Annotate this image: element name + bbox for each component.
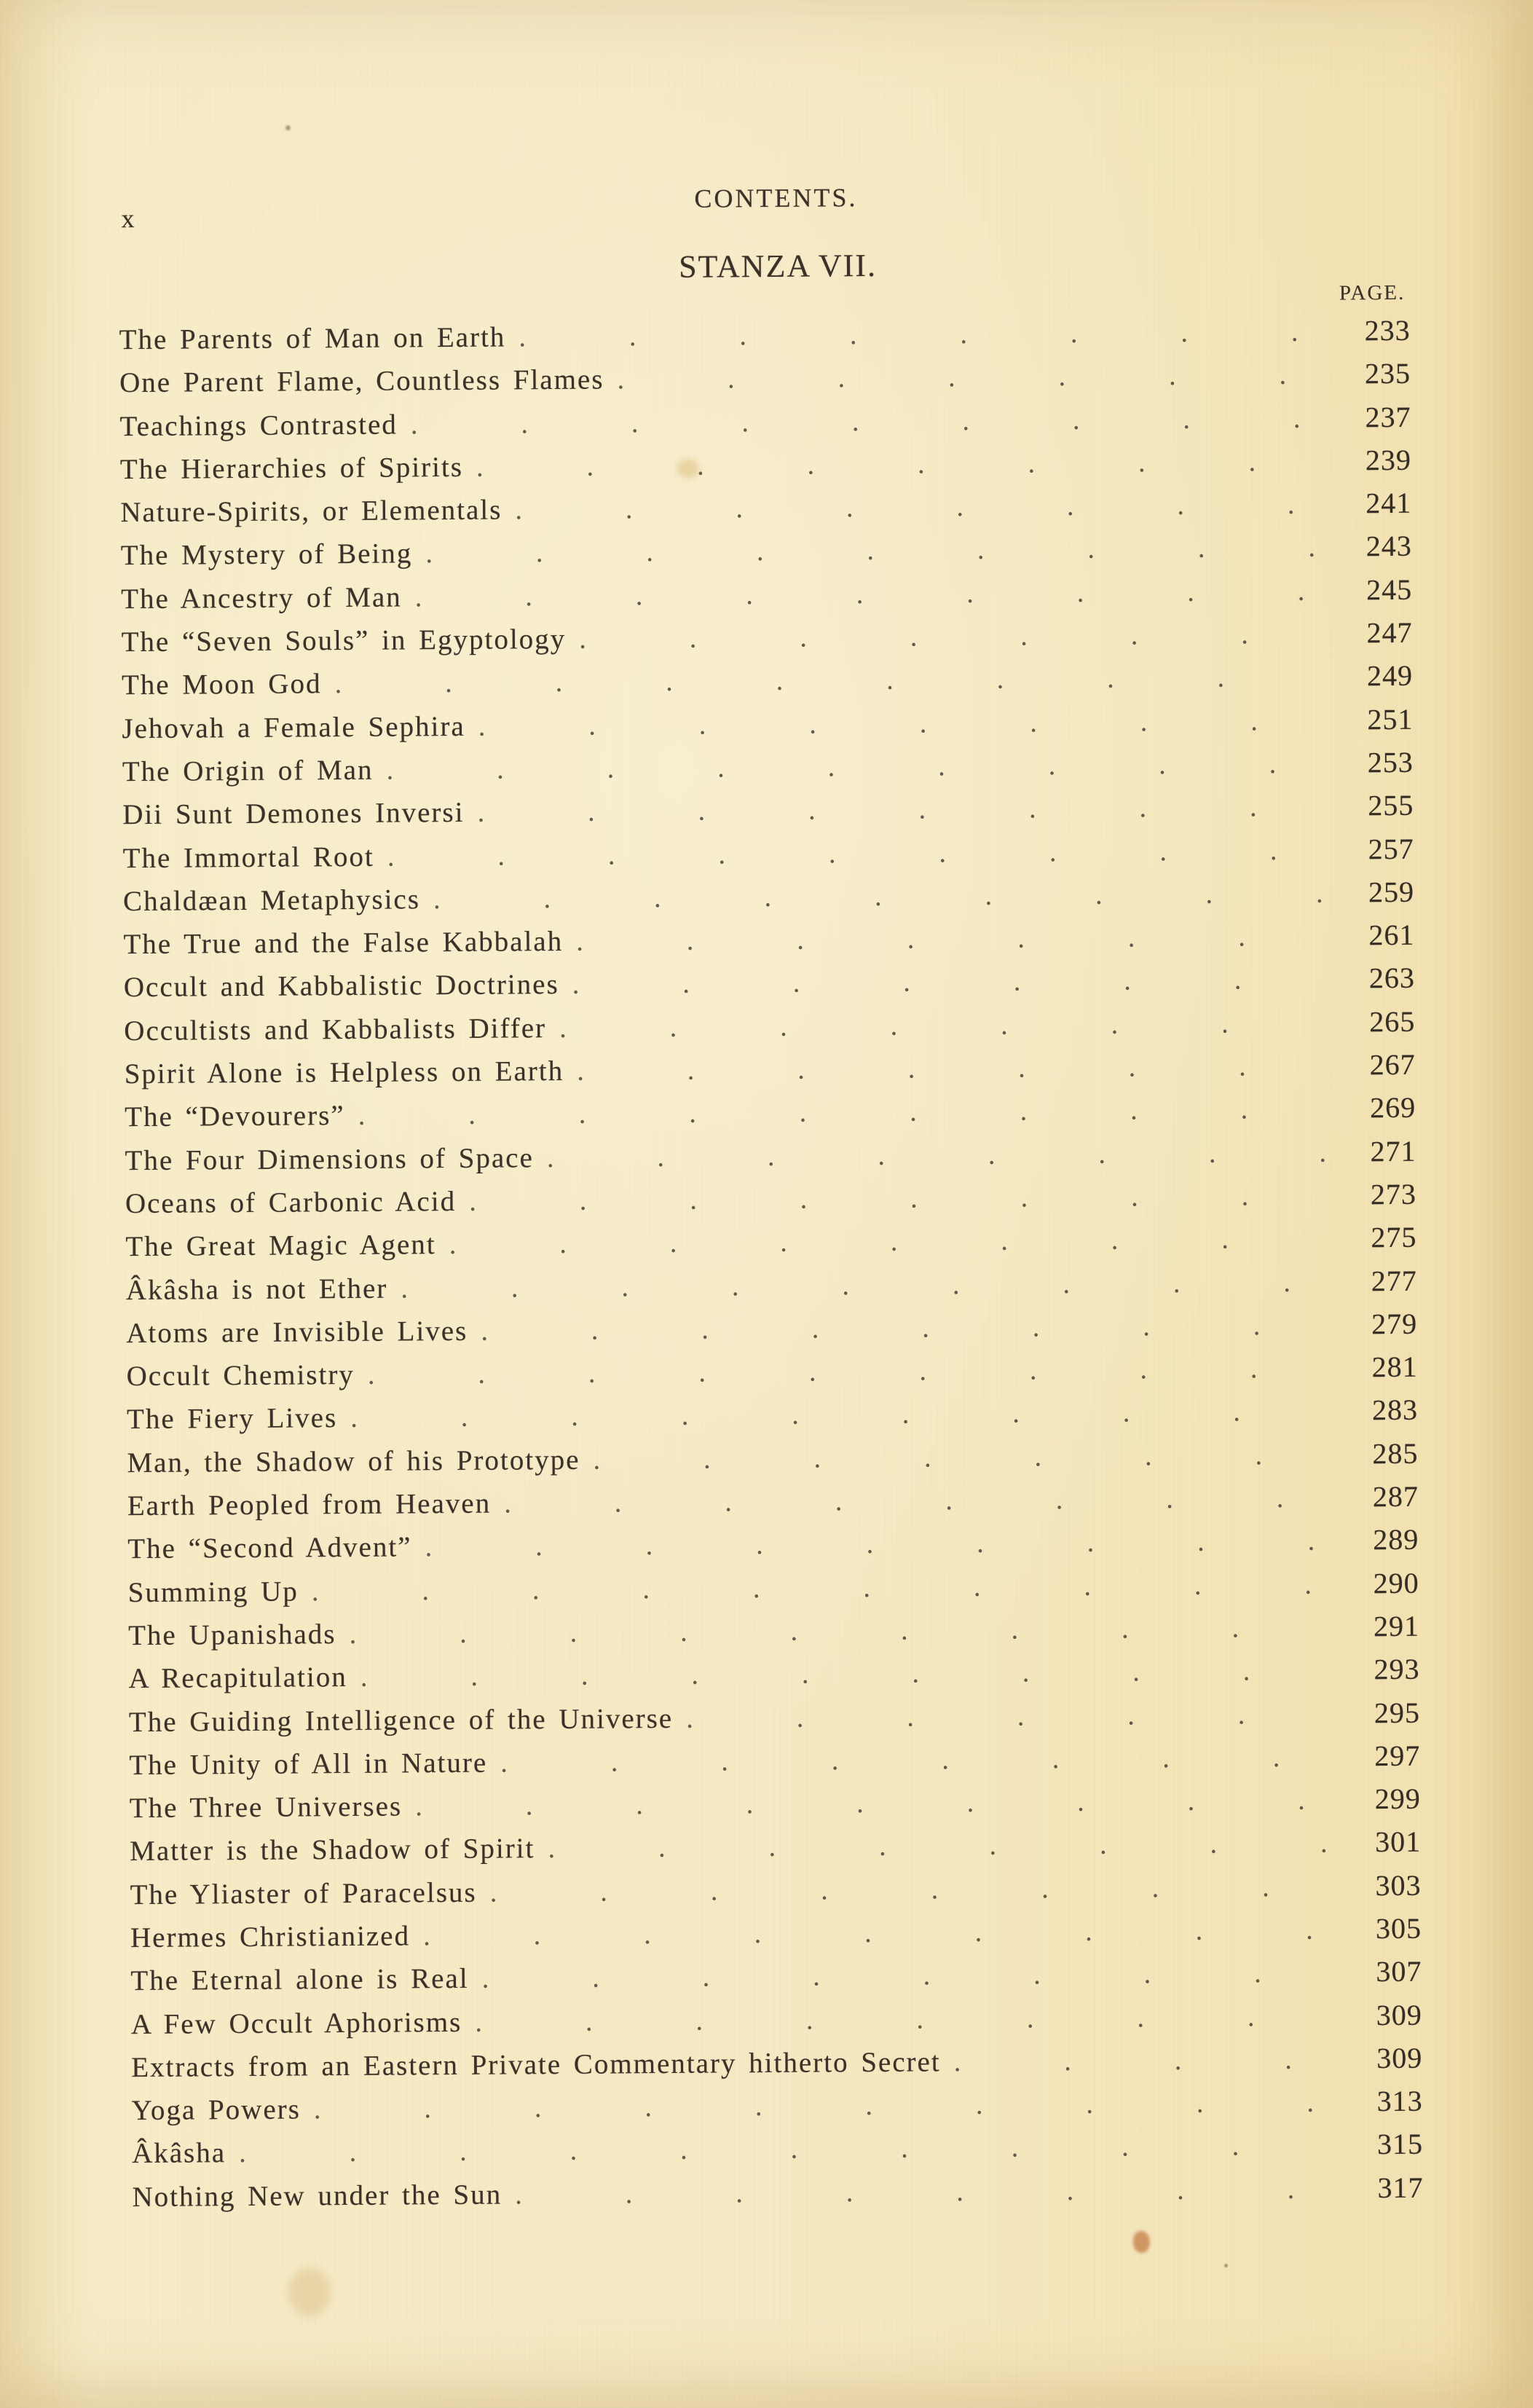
toc-entry-page-number: 273	[1370, 1177, 1417, 1211]
toc-entry	[122, 784, 1414, 836]
toc-entry-title: The Fiery Lives	[126, 1402, 338, 1436]
toc-entry-page-number: 305	[1375, 1911, 1422, 1945]
toc-entry	[125, 1129, 1416, 1181]
toc-entry-title: Oceans of Carbonic Acid	[125, 1185, 457, 1220]
toc-entry-page-number: 315	[1376, 2128, 1424, 2161]
toc-entry-page-number: 263	[1368, 961, 1416, 995]
toc-entry-title: Nature-Spirits, or Elementals	[120, 494, 503, 529]
toc-entry-title: The Hierarchies of Spirits	[119, 451, 464, 486]
toc-entry-page-number: 255	[1368, 789, 1414, 822]
toc-entry	[125, 1086, 1416, 1138]
toc-entry	[125, 1043, 1416, 1095]
toc-entry	[127, 1388, 1418, 1441]
toc-entry-page-number: 295	[1374, 1696, 1421, 1729]
toc-entry	[125, 1216, 1416, 1268]
toc-entry-title: The Parents of Man on Earth	[119, 321, 506, 356]
toc-entry-page-number: 257	[1368, 832, 1414, 865]
toc-entry-title: The Yliaster of Paracelsus	[130, 1876, 477, 1911]
toc-entry	[126, 1345, 1417, 1398]
toc-list	[119, 309, 1424, 2218]
toc-entry	[121, 524, 1412, 577]
toc-entry-title: The Unity of All in Nature	[129, 1747, 488, 1781]
toc-entry-page-number: 317	[1377, 2171, 1424, 2204]
toc-entry-title: Man, the Shadow of his Prototype	[127, 1444, 580, 1479]
toc-entry-title: Spirit Alone is Helpless on Earth	[124, 1055, 564, 1090]
toc-entry-title: The “Seven Souls” in Egyptology	[121, 623, 567, 658]
toc-entry	[124, 956, 1415, 1009]
toc-entry-page-number: 281	[1371, 1350, 1418, 1384]
toc-entry	[127, 1431, 1418, 1484]
toc-entry-page-number: 307	[1376, 1955, 1422, 1988]
toc-entry	[122, 827, 1414, 879]
toc-entry	[131, 1993, 1422, 2045]
toc-entry-page-number: 289	[1373, 1523, 1419, 1557]
toc-entry	[128, 1605, 1419, 1657]
toc-entry	[120, 481, 1411, 534]
toc-entry	[130, 1907, 1422, 1959]
toc-entry-page-number: 287	[1372, 1479, 1419, 1514]
toc-entry-page-number: 259	[1368, 875, 1415, 909]
toc-entry-page-number: 301	[1375, 1825, 1422, 1859]
toc-entry	[122, 741, 1414, 793]
toc-entry-title: Summing Up	[127, 1575, 299, 1608]
toc-entry-title: A Recapitulation	[128, 1661, 347, 1695]
toc-entry-page-number: 261	[1368, 918, 1415, 952]
toc-entry-page-number: 269	[1369, 1091, 1416, 1125]
toc-entry-title: Occult and Kabbalistic Doctrines	[123, 969, 559, 1004]
toc-entry-title: A Few Occult Aphorisms	[130, 2006, 462, 2040]
toc-entry-title: Atoms are Invisible Lives	[126, 1315, 468, 1349]
toc-entry	[127, 1518, 1419, 1570]
toc-entry-title: One Parent Flame, Countless Flames	[119, 363, 604, 399]
toc-entry-page-number: 239	[1365, 443, 1412, 477]
toc-entry-page-number: 277	[1371, 1264, 1417, 1297]
toc-entry-page-number: 291	[1373, 1609, 1420, 1643]
toc-entry-page-number: 247	[1366, 615, 1413, 650]
toc-entry-title: The “Devourers”	[125, 1100, 345, 1133]
toc-entry	[119, 395, 1411, 447]
toc-entry-page-number: 271	[1370, 1134, 1416, 1168]
toc-entry-title: Extracts from an Eastern Private Commentary hitherto Secret	[131, 2046, 941, 2083]
toc-entry-page-number: 241	[1365, 486, 1412, 520]
toc-entry-page-number: 309	[1376, 1998, 1422, 2031]
toc-entry	[122, 697, 1413, 749]
toc-entry-page-number: 251	[1367, 702, 1414, 736]
toc-entry-title: Âkâsha is not Ether	[125, 1272, 388, 1306]
toc-entry-title: The True and the False Kabbalah	[123, 926, 564, 961]
toc-entry	[129, 1734, 1420, 1787]
toc-entry-page-number: 243	[1365, 530, 1412, 563]
toc-entry	[130, 1820, 1421, 1873]
toc-entry	[130, 1950, 1422, 2002]
toc-entry-title: Yoga Powers	[131, 2093, 301, 2127]
toc-entry-title: Nothing New under the Sun	[132, 2179, 503, 2213]
toc-entry-page-number: 267	[1369, 1047, 1416, 1082]
toc-entry	[126, 1302, 1417, 1355]
toc-entry	[121, 611, 1412, 664]
toc-entry-title: Chaldæan Metaphysics	[122, 884, 421, 918]
toc-entry-title: Dii Sunt Demones Inversi	[122, 797, 465, 831]
toc-entry-title: The Immortal Root	[122, 841, 374, 874]
toc-entry-title: Matter is the Shadow of Spirit	[130, 1833, 535, 1868]
toc-entry-title: The Eternal alone is Real	[130, 1963, 469, 1997]
toc-entry	[120, 438, 1411, 491]
toc-entry-title: Teachings Contrasted	[119, 409, 398, 442]
toc-entry	[126, 1259, 1417, 1311]
toc-entry-page-number: 293	[1374, 1652, 1420, 1686]
toc-entry-title: The Guiding Intelligence of the Universe	[128, 1702, 674, 1738]
toc-entry-page-number: 237	[1365, 400, 1411, 433]
toc-entry-title: Occultists and Kabbalists Differ	[124, 1012, 547, 1047]
toc-entry-page-number: 285	[1372, 1436, 1419, 1470]
toc-entry	[130, 1777, 1421, 1830]
toc-entry	[123, 913, 1414, 966]
toc-entry	[130, 1863, 1421, 1916]
toc-entry-title: The “Second Advent”	[127, 1531, 412, 1565]
section-title: STANZA VII.	[678, 247, 878, 285]
toc-entry	[131, 2037, 1422, 2089]
toc-entry-title: Âkâsha	[131, 2137, 226, 2170]
toc-entry	[122, 654, 1413, 707]
toc-entry	[121, 568, 1412, 621]
toc-entry-page-number: 283	[1371, 1393, 1419, 1427]
toc-entry	[131, 2080, 1422, 2132]
page-folio: x	[121, 204, 135, 234]
toc-entry-title: The Ancestry of Man	[121, 581, 402, 615]
toc-entry	[123, 870, 1414, 923]
toc-entry-title: The Upanishads	[127, 1618, 336, 1652]
toc-entry	[127, 1475, 1419, 1527]
toc-entry-title: Hermes Christianized	[130, 1920, 411, 1954]
toc-entry	[124, 1000, 1415, 1052]
toc-entry-page-number: 265	[1369, 1004, 1416, 1038]
toc-entry-page-number: 235	[1364, 357, 1411, 390]
toc-entry-title: The Four Dimensions of Space	[125, 1141, 534, 1176]
toc-entry-page-number: 290	[1373, 1566, 1419, 1600]
toc-entry	[128, 1561, 1419, 1613]
toc-entry-title: The Mystery of Being	[120, 538, 413, 572]
toc-entry-title: Earth Peopled from Heaven	[127, 1487, 492, 1522]
toc-entry	[119, 309, 1411, 361]
toc-entry-page-number: 279	[1371, 1307, 1418, 1341]
toc-entry	[129, 1691, 1420, 1743]
dot-leader	[515, 2167, 1339, 2222]
toc-entry-page-number: 313	[1376, 2084, 1423, 2118]
toc-entry	[128, 1648, 1419, 1700]
toc-entry-page-number: 249	[1366, 659, 1414, 693]
toc-entry-title: Jehovah a Female Sephira	[122, 710, 465, 744]
toc-entry	[125, 1173, 1416, 1225]
toc-entry-page-number: 299	[1374, 1782, 1421, 1816]
toc-entry-page-number: 309	[1376, 2041, 1423, 2075]
toc-entry-title: The Three Universes	[129, 1790, 403, 1825]
toc-entry-page-number: 245	[1365, 573, 1413, 607]
toc-entry-page-number: 253	[1367, 745, 1414, 779]
toc-entry	[132, 2122, 1423, 2175]
toc-entry-page-number: 297	[1374, 1739, 1421, 1772]
page-column-label: PAGE.	[1339, 280, 1406, 305]
toc-entry-page-number: 275	[1371, 1220, 1417, 1254]
toc-entry-page-number: 303	[1375, 1868, 1422, 1902]
toc-entry-title: Occult Chemistry	[126, 1359, 355, 1393]
toc-entry-title: The Moon God	[121, 668, 322, 701]
toc-entry-page-number: 233	[1364, 313, 1411, 347]
toc-entry-title: The Great Magic Agent	[125, 1229, 436, 1263]
toc-entry-title: The Origin of Man	[122, 754, 374, 788]
toc-entry	[132, 2165, 1423, 2218]
toc-entry	[119, 352, 1411, 404]
running-head: CONTENTS.	[694, 183, 858, 213]
